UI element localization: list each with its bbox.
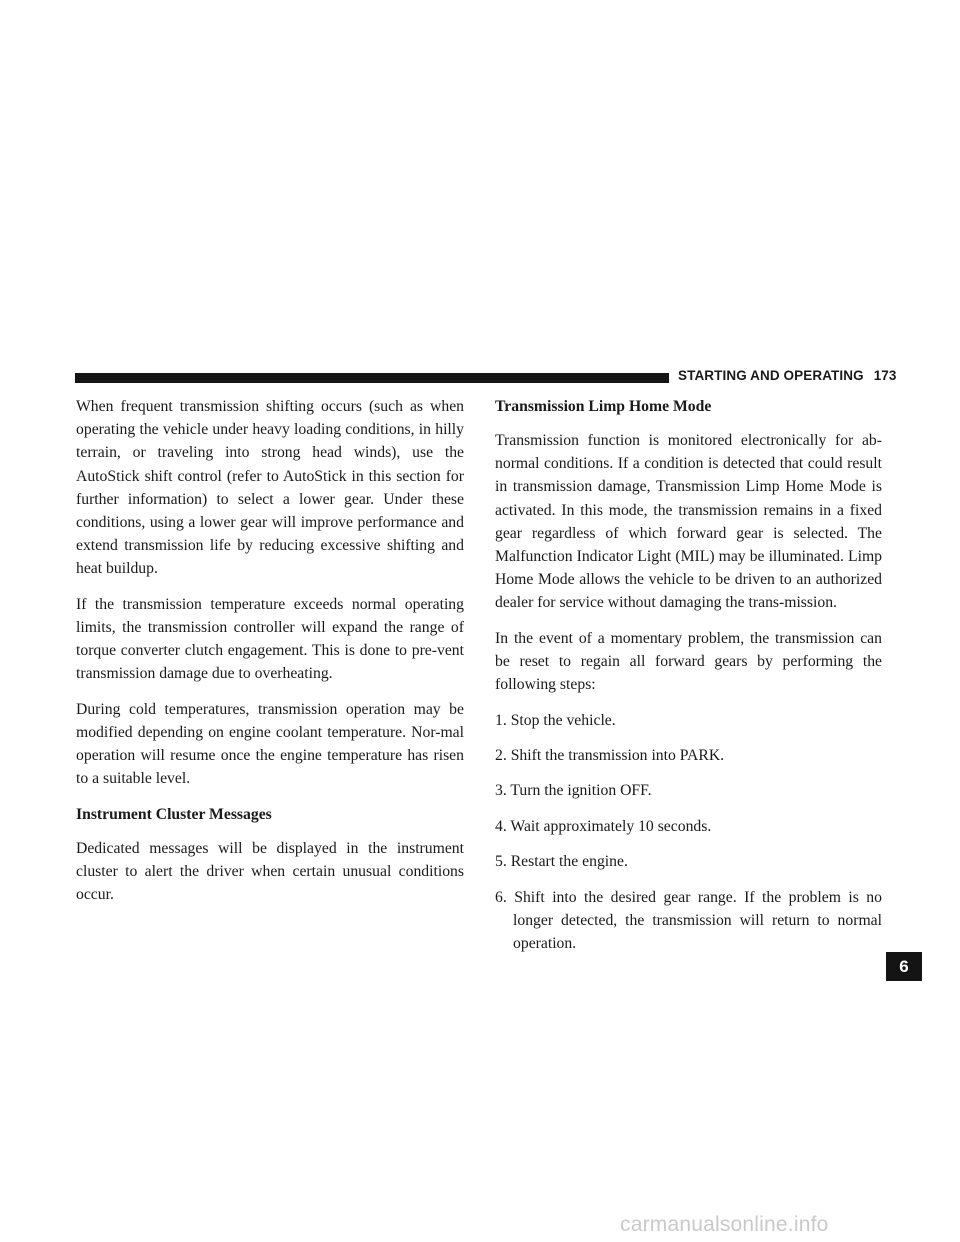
paragraph-cold-temperatures: During cold temperatures, transmission operation may be modified depending on engine coolant temperature. Nor-mal operation will resume once the engine temperature has risen to a suitable level. xyxy=(76,700,464,788)
right-column xyxy=(495,395,882,967)
step-item: 4. Wait approximately 10 seconds. xyxy=(495,817,712,835)
paragraph-limp-home-description: Transmission function is monitored electronically for ab-normal conditions. If a condition is detected that could result in transmission damage, Transmission Limp Home Mode is activated. In this mode, the transmission remains in a fixed gear regardless of which forward gear is selected. The Malfunction Indicator Light (MIL) may be illuminated. Limp Home Mode allows the vehicle to be driven to an authorized dealer for service without damaging the trans-mission. xyxy=(495,432,882,612)
header-rule xyxy=(75,373,669,383)
paragraph-reset-intro: In the event of a momentary problem, the transmission can be reset to regain all forward gears by performing the following steps: xyxy=(495,629,882,694)
heading-instrument-cluster-messages: Instrument Cluster Messages xyxy=(76,805,272,823)
paragraph-frequent-shifting: When frequent transmission shifting occurs (such as when operating the vehicle under heavy loading conditions, in hilly terrain, or traveling into strong head winds), use the AutoStick shift control (refer to AutoStick in this section for further information) to select a lower gear. Under these conditions, using a lower gear will improve performance and extend transmission life by reducing excessive shifting and heat buildup. xyxy=(76,398,464,578)
watermark: carmanualsonline.info xyxy=(620,1213,829,1236)
left-column xyxy=(76,395,464,919)
reset-steps-list xyxy=(495,709,882,956)
step-item: 2. Shift the transmission into PARK. xyxy=(495,747,725,764)
section-title: STARTING AND OPERATING xyxy=(678,368,864,383)
page-number: 173 xyxy=(873,368,897,383)
running-header xyxy=(678,368,897,383)
chapter-tab: 6 xyxy=(886,952,922,981)
step-item: 1. Stop the vehicle. xyxy=(495,711,616,729)
heading-limp-home-mode: Transmission Limp Home Mode xyxy=(495,398,712,415)
paragraph-dedicated-messages: Dedicated messages will be displayed in the instrument cluster to alert the driver when certain unusual conditions occur. xyxy=(76,839,464,904)
step-item: 6. Shift into the desired gear range. If the problem is no longer detected, the transmission will return to normal operation. xyxy=(495,888,882,952)
step-item: 5. Restart the engine. xyxy=(495,853,628,871)
paragraph-transmission-temperature: If the transmission temperature exceeds normal operating limits, the transmission controller will expand the range of torque converter clutch engagement. This is done to pre-vent transmission damage due to overheating. xyxy=(76,595,464,683)
step-item: 3. Turn the ignition OFF. xyxy=(495,782,652,800)
